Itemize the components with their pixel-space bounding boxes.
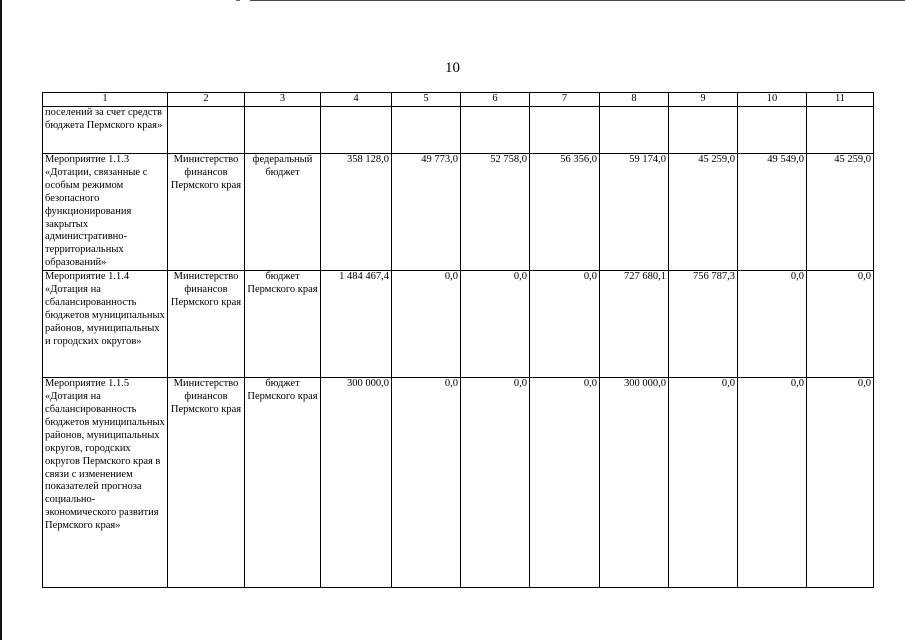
column-header: 9 — [669, 93, 738, 107]
value-cell: 56 356,0 — [530, 154, 600, 271]
scan-edge-top — [250, 0, 905, 1]
value-cell: 358 128,0 — [321, 154, 392, 271]
value-cell — [461, 107, 530, 154]
value-cell — [807, 107, 874, 154]
table-row — [43, 378, 874, 588]
value-cell: 0,0 — [807, 271, 874, 378]
value-cell: 0,0 — [738, 271, 807, 378]
column-header: 5 — [392, 93, 461, 107]
column-header: 7 — [530, 93, 600, 107]
scan-edge-left — [0, 0, 2, 640]
column-header: 10 — [738, 93, 807, 107]
value-cell: 1 484 467,4 — [321, 271, 392, 378]
table-row — [43, 271, 874, 378]
column-header: 2 — [168, 93, 245, 107]
value-cell: 52 758,0 — [461, 154, 530, 271]
value-cell: 0,0 — [669, 378, 738, 588]
value-cell: 45 259,0 — [669, 154, 738, 271]
value-cell: 0,0 — [530, 378, 600, 588]
table-row — [43, 154, 874, 271]
value-cell: 0,0 — [738, 378, 807, 588]
value-cell — [321, 107, 392, 154]
column-header: 1 — [43, 93, 168, 107]
value-cell: 300 000,0 — [321, 378, 392, 588]
executor-cell: Министерство финансов Пермского края — [168, 154, 245, 271]
table-row — [43, 107, 874, 154]
value-cell: 45 259,0 — [807, 154, 874, 271]
activity-name-cell: Мероприятие 1.1.4 «Дотация на сбалансированность бюджетов муниципальных районов, муниципальных и городских округов» — [43, 271, 168, 378]
value-cell: 59 174,0 — [600, 154, 669, 271]
value-cell: 0,0 — [392, 271, 461, 378]
value-cell: 0,0 — [461, 271, 530, 378]
value-cell — [600, 107, 669, 154]
executor-cell: Министерство финансов Пермского края — [168, 378, 245, 588]
funding-source-cell: федеральный бюджет — [245, 154, 321, 271]
value-cell: 0,0 — [530, 271, 600, 378]
funding-source-cell: бюджет Пермского края — [245, 271, 321, 378]
budget-table — [42, 92, 874, 588]
column-header: 4 — [321, 93, 392, 107]
value-cell: 0,0 — [461, 378, 530, 588]
value-cell: 727 680,1 — [600, 271, 669, 378]
activity-name-cell: Мероприятие 1.1.5 «Дотация на сбалансированность бюджетов муниципальных районов, муниципальных округов, городских округов Пермского края в связи с изменением показателей прогноза социально-экономического развития Пермского края» — [43, 378, 168, 588]
scan-artifact — [236, 0, 240, 1]
column-header: 11 — [807, 93, 874, 107]
value-cell: 0,0 — [392, 378, 461, 588]
value-cell: 49 773,0 — [392, 154, 461, 271]
value-cell — [392, 107, 461, 154]
activity-name-cell: Мероприятие 1.1.3 «Дотации, связанные с особым режимом безопасного функционирования закрытых административно-территориальных образований» — [43, 154, 168, 271]
column-header: 3 — [245, 93, 321, 107]
executor-cell: Министерство финансов Пермского края — [168, 271, 245, 378]
activity-name-cell: поселений за счет средств бюджета Пермского края» — [43, 107, 168, 154]
funding-source-cell: бюджет Пермского края — [245, 378, 321, 588]
value-cell: 0,0 — [807, 378, 874, 588]
value-cell: 49 549,0 — [738, 154, 807, 271]
value-cell: 300 000,0 — [600, 378, 669, 588]
column-header: 8 — [600, 93, 669, 107]
value-cell — [669, 107, 738, 154]
header-row — [43, 93, 874, 107]
funding-source-cell — [245, 107, 321, 154]
executor-cell — [168, 107, 245, 154]
value-cell — [738, 107, 807, 154]
column-header: 6 — [461, 93, 530, 107]
page-number: 10 — [445, 60, 460, 76]
value-cell: 756 787,3 — [669, 271, 738, 378]
value-cell — [530, 107, 600, 154]
